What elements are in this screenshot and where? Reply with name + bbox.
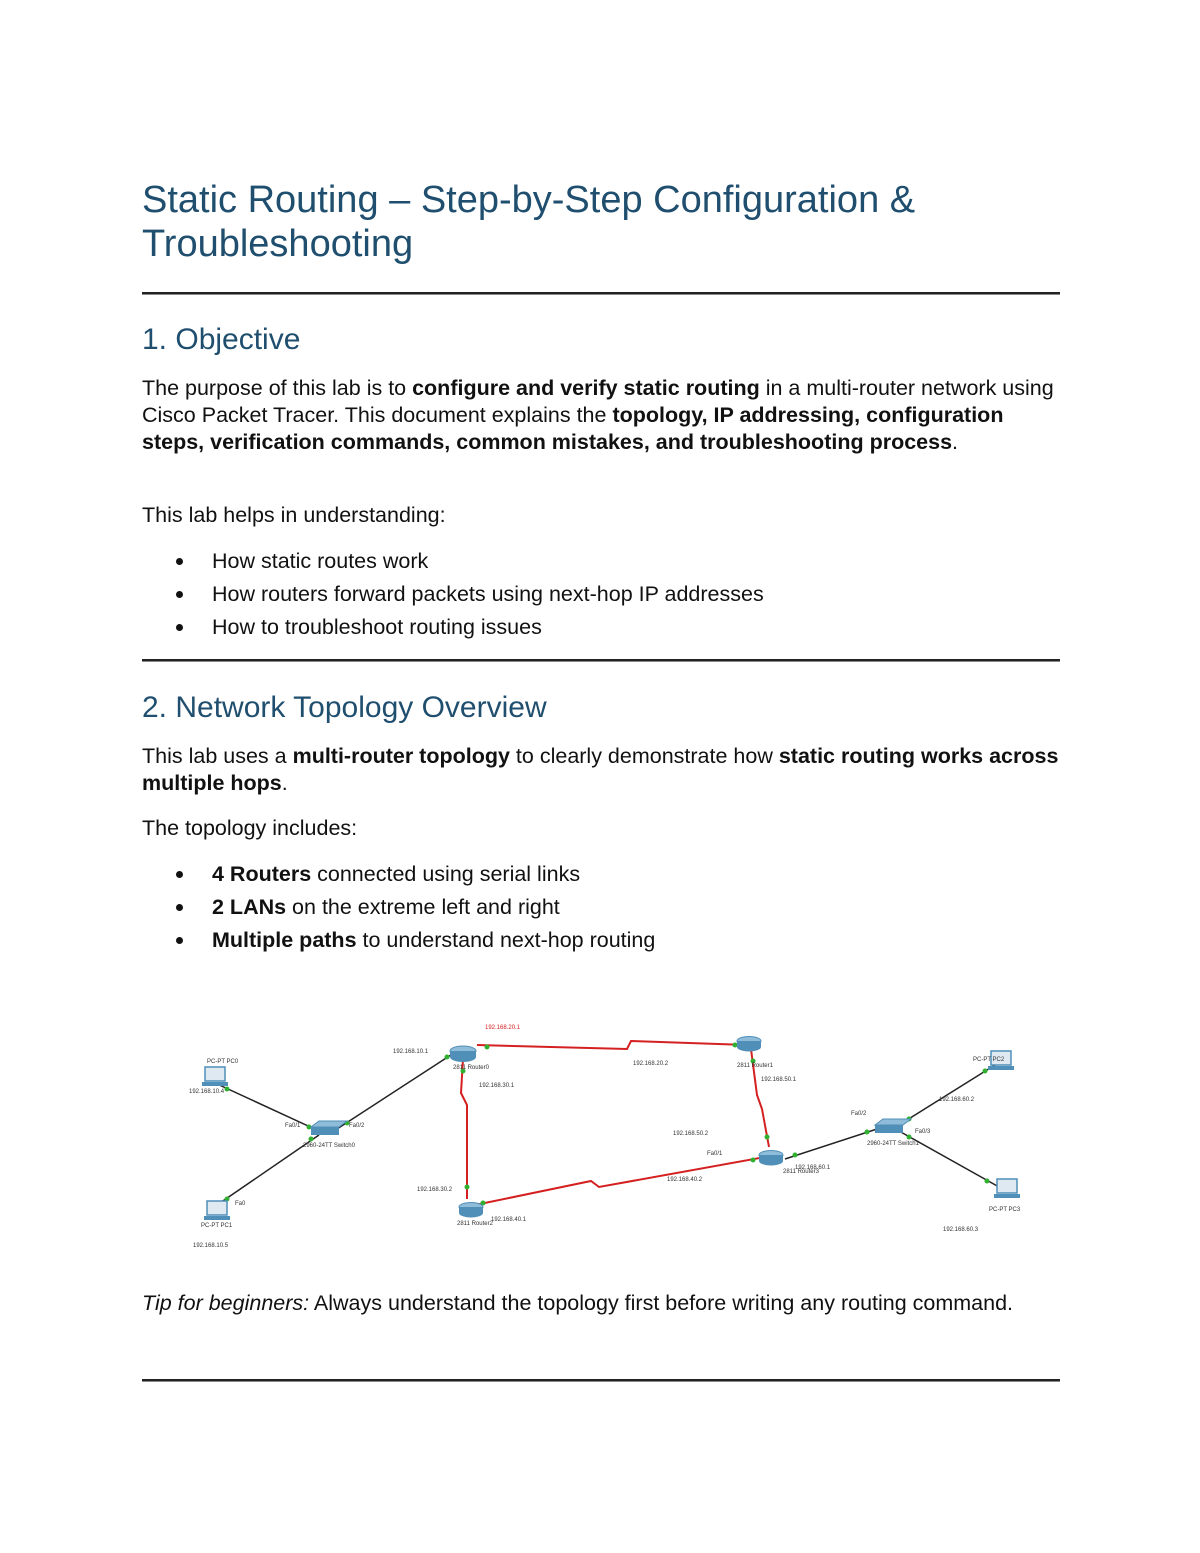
router1-ip-label: 192.168.20.2 [633, 1061, 669, 1067]
router3-port-label: Fa0/1 [707, 1151, 723, 1157]
switch1-name-label: 2960-24TT Switch1 [867, 1141, 919, 1147]
router1-down-ip-label: 192.168.50.1 [761, 1077, 797, 1083]
pc-icon [204, 1201, 230, 1220]
objective-bullet-list [142, 545, 1060, 644]
serial-ip-label: 192.168.20.1 [485, 1025, 521, 1031]
router0-name-label: 2811 Router0 [453, 1065, 489, 1071]
port-dot [225, 1087, 230, 1092]
serial-link-router2-router3 [475, 1157, 765, 1205]
pc1-port-label: Fa0 [235, 1201, 246, 1207]
section-heading-topology: 2. Network Topology Overview [142, 691, 547, 724]
topology-intro: The topology includes: [142, 816, 358, 840]
port-dot [985, 1179, 990, 1184]
port-dot [485, 1045, 490, 1050]
switch0-name-label: 2960-24TT Switch0 [303, 1143, 355, 1149]
topology-paragraph: This lab uses a multi-router topology to clearly demonstrate how static routing works across multiple hops. [142, 744, 1059, 795]
link-pc0-switch0 [215, 1083, 319, 1131]
router3-left-ip-label: 192.168.40.2 [667, 1177, 703, 1183]
router-icon [459, 1203, 483, 1218]
pc2-ip-label: 192.168.60.2 [939, 1097, 975, 1103]
switch0-port-label: Fa0/1 [285, 1123, 301, 1129]
port-dot [445, 1055, 450, 1060]
list-item: Multiple paths to understand next-hop routing [142, 924, 1060, 957]
router2-right-ip-label: 192.168.40.1 [491, 1217, 527, 1223]
list-item: 2 LANs on the extreme left and right [142, 891, 1060, 924]
link-switch1-pc3 [899, 1131, 999, 1187]
pc0-ip-label: 192.168.10.4 [189, 1089, 225, 1095]
network-topology-diagram [187, 1015, 1037, 1255]
list-item: How to troubleshoot routing issues [142, 611, 1060, 644]
topology-svg [187, 1015, 1037, 1255]
pc-icon [994, 1179, 1020, 1198]
serial-link-router0-router1 [477, 1041, 747, 1049]
router-icon [759, 1151, 783, 1166]
router2-name-label: 2811 Router2 [457, 1221, 493, 1227]
switch-icon [311, 1121, 347, 1135]
pc1-name-label: PC-PT PC1 [201, 1223, 233, 1229]
horizontal-rule [142, 292, 1060, 295]
topology-bullet-list [142, 858, 1060, 957]
router-icon [737, 1037, 761, 1052]
port-dot [983, 1069, 988, 1074]
tip-paragraph: Tip for beginners: Always understand the topology first before writing any routing command. [142, 1291, 1014, 1315]
list-item: How static routes work [142, 545, 1060, 578]
horizontal-rule [142, 1379, 1060, 1382]
router0-down-ip-label: 192.168.30.1 [479, 1083, 515, 1089]
switch1-port-label: Fa0/3 [915, 1129, 931, 1135]
pc0-name-label: PC-PT PC0 [207, 1059, 239, 1065]
port-dot [865, 1130, 870, 1135]
document-title: Static Routing – Step-by-Step Configuration & Troubleshooting [142, 179, 916, 265]
switch-icon [875, 1119, 911, 1133]
router2-ip-label: 192.168.30.2 [417, 1187, 453, 1193]
pc3-ip-label: 192.168.60.3 [943, 1227, 979, 1233]
pc-icon [202, 1067, 228, 1086]
horizontal-rule [142, 659, 1060, 662]
port-dot [309, 1137, 314, 1142]
link-router3-switch1 [785, 1129, 877, 1159]
list-item: How routers forward packets using next-hop IP addresses [142, 578, 1060, 611]
router0-ip-label: 192.168.10.1 [393, 1049, 429, 1055]
link-switch1-pc2 [899, 1065, 995, 1125]
port-dot [907, 1135, 912, 1140]
router1-name-label: 2811 Router1 [737, 1063, 773, 1069]
pc1-ip-label: 192.168.10.5 [193, 1243, 229, 1249]
port-dot [793, 1153, 798, 1158]
serial-link-router0-router2 [461, 1059, 467, 1199]
port-dot [765, 1135, 770, 1140]
list-item: 4 Routers connected using serial links [142, 858, 1060, 891]
objective-paragraph: The purpose of this lab is to configure and verify static routing in a multi-router network using Cisco Packet Tracer. This document explains the topology, IP addressing, configuration steps, verification commands, common mistakes, and troubleshooting process. [142, 376, 1054, 454]
switch1-port-label: Fa0/2 [851, 1111, 867, 1117]
link-switch0-router0 [337, 1051, 457, 1129]
port-dot [465, 1185, 470, 1190]
port-dot [733, 1043, 738, 1048]
router3-fa-ip-label: 192.168.60.1 [795, 1165, 831, 1171]
router3-name-label: 2811 Router3 [783, 1169, 819, 1175]
switch0-port-label: Fa0/2 [349, 1123, 365, 1129]
section-heading-objective: 1. Objective [142, 323, 301, 356]
port-dot [751, 1158, 756, 1163]
objective-intro: This lab helps in understanding: [142, 503, 446, 527]
router3-ip-label: 192.168.50.2 [673, 1131, 709, 1137]
pc3-name-label: PC-PT PC3 [989, 1207, 1021, 1213]
router-icon [450, 1046, 476, 1062]
pc2-name-label: PC-PT PC2 [973, 1057, 1005, 1063]
